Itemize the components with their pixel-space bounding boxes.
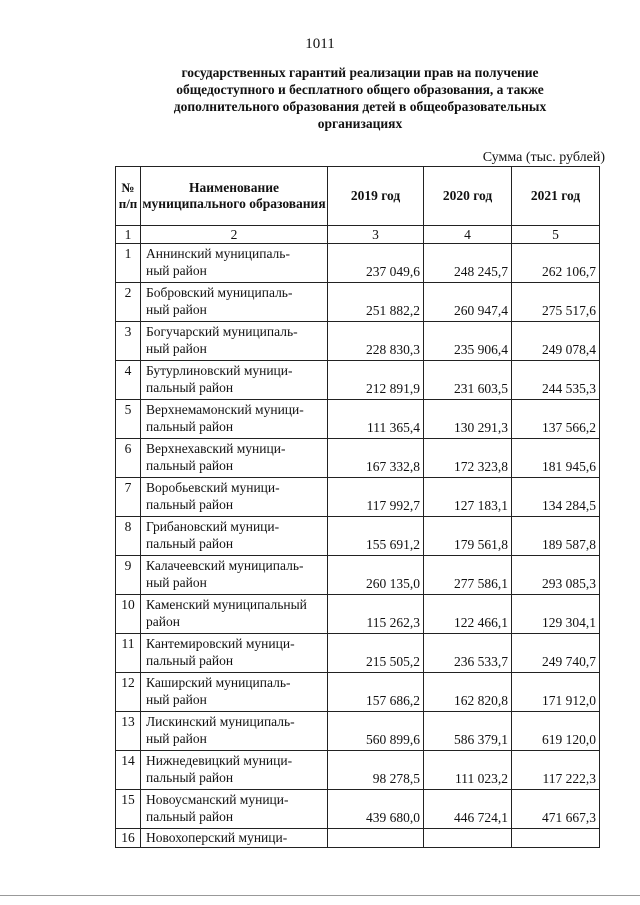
row-name-line: ный район <box>146 575 207 590</box>
row-name-line: Кантемировский муници- <box>146 636 295 651</box>
row-name <box>141 673 328 712</box>
row-value-2020: 127 183,1 <box>424 478 512 517</box>
table-row <box>116 244 600 283</box>
row-name <box>141 244 328 283</box>
row-name-line: ный район <box>146 302 207 317</box>
row-value-2021: 117 222,3 <box>512 751 600 790</box>
table-row <box>116 478 600 517</box>
row-value-2021: 244 535,3 <box>512 361 600 400</box>
row-name <box>141 361 328 400</box>
row-value-2019: 560 899,6 <box>328 712 424 751</box>
table-row <box>116 439 600 478</box>
row-name-line: ный район <box>146 731 207 746</box>
row-number: 5 <box>116 400 141 439</box>
row-value-2020: 277 586,1 <box>424 556 512 595</box>
row-name-line: Нижнедевицкий муници- <box>146 753 293 768</box>
row-value-2019: 111 365,4 <box>328 400 424 439</box>
row-name <box>141 595 328 634</box>
row-value-2020: 162 820,8 <box>424 673 512 712</box>
row-name-line: пальный район <box>146 419 234 434</box>
table-row <box>116 712 600 751</box>
table-row <box>116 361 600 400</box>
row-number: 2 <box>116 283 141 322</box>
row-number: 7 <box>116 478 141 517</box>
column-index-row <box>116 226 600 244</box>
row-name-line: Воробьевский муници- <box>146 480 280 495</box>
table-header-row <box>116 167 600 226</box>
row-name <box>141 400 328 439</box>
row-value-2020: 172 323,8 <box>424 439 512 478</box>
table-row <box>116 322 600 361</box>
row-number: 12 <box>116 673 141 712</box>
row-name-line: пальный район <box>146 770 234 785</box>
page-number: 1011 <box>305 36 335 52</box>
row-value-2021: 275 517,6 <box>512 283 600 322</box>
row-value-2020: 586 379,1 <box>424 712 512 751</box>
row-name: Новохоперский муници- <box>141 829 328 848</box>
row-value-2021: 189 587,8 <box>512 517 600 556</box>
row-number: 6 <box>116 439 141 478</box>
row-name <box>141 478 328 517</box>
row-name-line: Богучарский муниципаль- <box>146 324 298 339</box>
row-name <box>141 322 328 361</box>
row-value-2021: 134 284,5 <box>512 478 600 517</box>
row-value-2021: 293 085,3 <box>512 556 600 595</box>
row-name-line: ный район <box>146 692 207 707</box>
row-value-2021: 619 120,0 <box>512 712 600 751</box>
units-label: Сумма (тыс. рублей) <box>482 150 605 165</box>
row-name-line: Верхнемамонский муници- <box>146 402 304 417</box>
row-name-line: пальный район <box>146 536 234 551</box>
column-index: 4 <box>424 226 512 244</box>
row-name-line: Новоусманский муници- <box>146 792 289 807</box>
row-name-line: Калачеевский муниципаль- <box>146 558 304 573</box>
row-value-2020: 446 724,1 <box>424 790 512 829</box>
row-name-line: район <box>146 614 180 629</box>
table-row <box>116 517 600 556</box>
table-row <box>116 634 600 673</box>
table-row <box>116 673 600 712</box>
row-value-2020: 111 023,2 <box>424 751 512 790</box>
row-value-2019 <box>328 829 424 848</box>
row-name <box>141 790 328 829</box>
row-name <box>141 283 328 322</box>
row-value-2020: 260 947,4 <box>424 283 512 322</box>
row-name-line: Каменский муниципальный <box>146 597 307 612</box>
row-value-2020 <box>424 829 512 848</box>
row-number: 15 <box>116 790 141 829</box>
row-number: 11 <box>116 634 141 673</box>
row-number: 9 <box>116 556 141 595</box>
row-value-2019: 157 686,2 <box>328 673 424 712</box>
row-value-2019: 251 882,2 <box>328 283 424 322</box>
row-name-line: ный район <box>146 341 207 356</box>
table-row <box>116 556 600 595</box>
table-row <box>116 400 600 439</box>
table-row <box>116 595 600 634</box>
row-value-2019: 115 262,3 <box>328 595 424 634</box>
column-index: 5 <box>512 226 600 244</box>
row-name <box>141 634 328 673</box>
row-name-line: Грибановский муници- <box>146 519 280 534</box>
row-value-2021 <box>512 829 600 848</box>
row-number: 16 <box>116 829 141 848</box>
table-body <box>116 244 600 829</box>
header-number: № п/п <box>116 167 141 226</box>
row-value-2019: 260 135,0 <box>328 556 424 595</box>
row-number: 8 <box>116 517 141 556</box>
row-name-line: Аннинский муниципаль- <box>146 246 290 261</box>
table-row <box>116 829 600 848</box>
column-index: 3 <box>328 226 424 244</box>
table-row <box>116 790 600 829</box>
row-number: 3 <box>116 322 141 361</box>
row-value-2020: 122 466,1 <box>424 595 512 634</box>
row-value-2019: 212 891,9 <box>328 361 424 400</box>
row-value-2021: 471 667,3 <box>512 790 600 829</box>
row-number: 4 <box>116 361 141 400</box>
row-name-line: ный район <box>146 263 207 278</box>
table-row <box>116 751 600 790</box>
row-value-2021: 171 912,0 <box>512 673 600 712</box>
header-2020: 2020 год <box>424 167 512 226</box>
row-value-2021: 249 740,7 <box>512 634 600 673</box>
header-name: Наименование муниципального образования <box>141 167 328 226</box>
header-2021: 2021 год <box>512 167 600 226</box>
table-row <box>116 283 600 322</box>
row-number: 10 <box>116 595 141 634</box>
row-value-2021: 262 106,7 <box>512 244 600 283</box>
row-number: 13 <box>116 712 141 751</box>
row-name-line: Каширский муниципаль- <box>146 675 291 690</box>
row-name-line: пальный район <box>146 653 234 668</box>
row-value-2019: 117 992,7 <box>328 478 424 517</box>
row-name-line: Верхнехавский муници- <box>146 441 286 456</box>
row-name-line: Бобровский муниципаль- <box>146 285 293 300</box>
row-value-2021: 137 566,2 <box>512 400 600 439</box>
header-2019: 2019 год <box>328 167 424 226</box>
row-value-2020: 236 533,7 <box>424 634 512 673</box>
row-number: 14 <box>116 751 141 790</box>
row-value-2019: 237 049,6 <box>328 244 424 283</box>
row-value-2019: 215 505,2 <box>328 634 424 673</box>
row-value-2019: 98 278,5 <box>328 751 424 790</box>
row-number: 1 <box>116 244 141 283</box>
row-value-2019: 439 680,0 <box>328 790 424 829</box>
document-title: государственных гарантий реализации прав на получение общедоступного и бесплатного общего образования, а также дополнительного образования детей в общеобразовательных организациях <box>173 65 547 131</box>
row-name-line: пальный район <box>146 380 234 395</box>
row-name <box>141 712 328 751</box>
row-value-2021: 249 078,4 <box>512 322 600 361</box>
row-value-2020: 130 291,3 <box>424 400 512 439</box>
row-value-2020: 231 603,5 <box>424 361 512 400</box>
row-name-line: Бутурлиновский муници- <box>146 363 293 378</box>
row-value-2020: 179 561,8 <box>424 517 512 556</box>
row-value-2019: 228 830,3 <box>328 322 424 361</box>
row-value-2021: 181 945,6 <box>512 439 600 478</box>
row-name <box>141 517 328 556</box>
row-name <box>141 751 328 790</box>
row-name <box>141 439 328 478</box>
column-index: 2 <box>141 226 328 244</box>
row-name-line: пальный район <box>146 497 234 512</box>
row-value-2019: 155 691,2 <box>328 517 424 556</box>
row-value-2019: 167 332,8 <box>328 439 424 478</box>
row-name-line: пальный район <box>146 458 234 473</box>
row-value-2021: 129 304,1 <box>512 595 600 634</box>
row-name-line: Лискинский муниципаль- <box>146 714 295 729</box>
column-index: 1 <box>116 226 141 244</box>
row-name-line: пальный район <box>146 809 234 824</box>
row-name <box>141 556 328 595</box>
row-value-2020: 248 245,7 <box>424 244 512 283</box>
bottom-rule <box>0 895 640 896</box>
budget-table <box>115 166 600 848</box>
row-value-2020: 235 906,4 <box>424 322 512 361</box>
